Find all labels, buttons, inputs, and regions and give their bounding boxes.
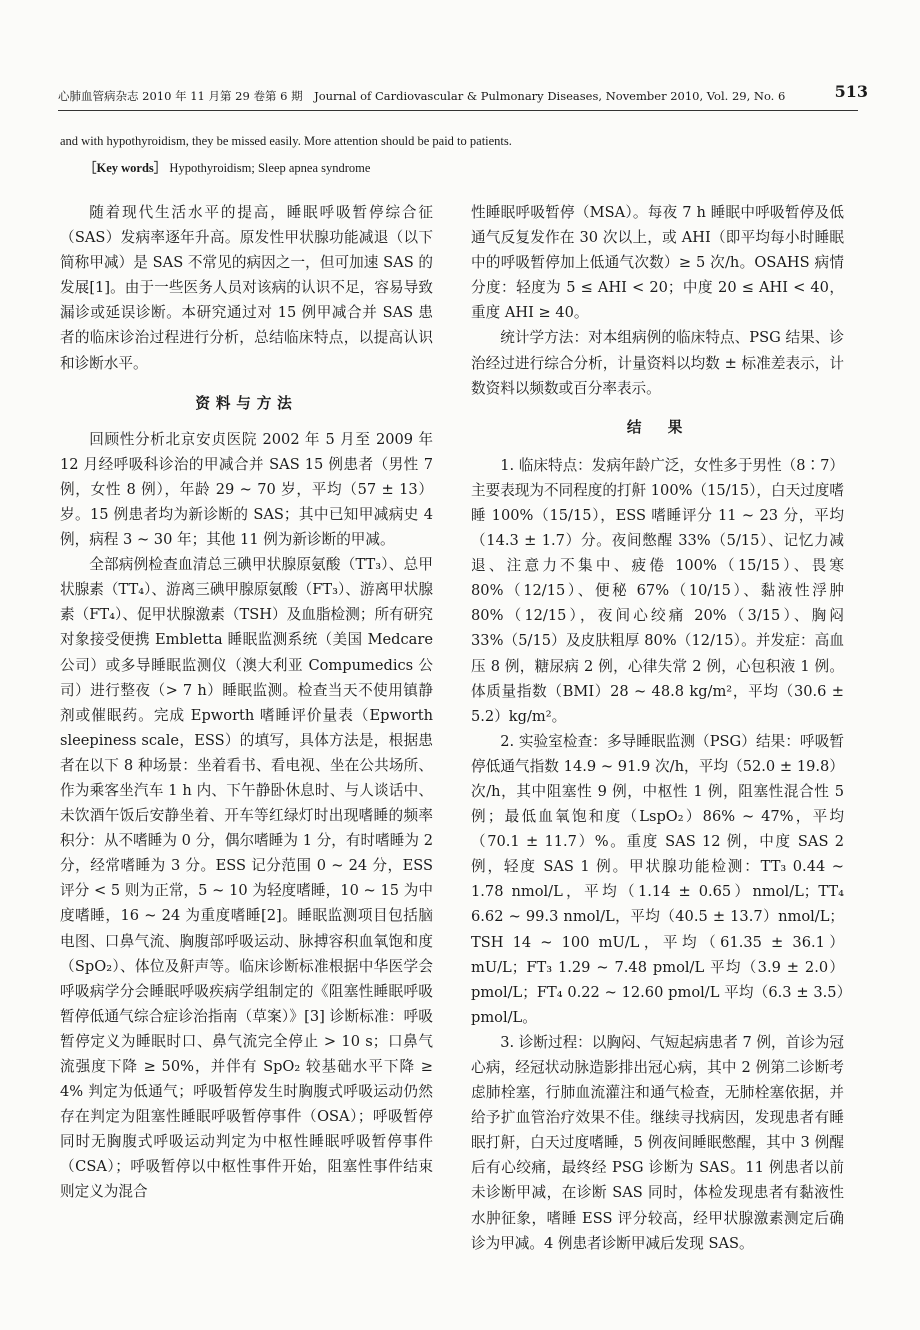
keywords-label: ［Key words］ [84, 161, 167, 175]
results-paragraph-1: 1. 临床特点：发病年龄广泛，女性多于男性（8∶7）主要表现为不同程度的打鼾 100%（15/15），白天过度嗜睡 100%（15/15），ESS 嗜睡评分 11 ~ 23 分，平均（14.3 ± 1.7）分。夜间憋醒 33%（5/15）、记忆力减退、注意力不集中、疲倦 100%（15/15）、畏寒 80%（12/15）、便秘 67%（10/15）、黏液性浮肿 80%（12/15），夜间心绞痛 20%（3/15）、胸闷 33%（5/15）及皮肤粗厚 80%（12/15）。并发症：高血压 8 例，糖尿病 2 例，心律失常 2 例，心包积液 1 例。体质量指数（BMI）28 ~ 48.8 kg/m²，平均（30.6 ± 5.2）kg/m²。 [471, 456, 844, 725]
results-paragraph-2: 2. 实验室检查：多导睡眠监测（PSG）结果：呼吸暂停低通气指数 14.9 ~ 91.9 次/h，平均（52.0 ± 19.8）次/h，其中阻塞性 9 例，中枢性 1 例，阻塞性混合性 5 例；最低血氧饱和度（LspO₂）86% ~ 47%，平均（70.1 ± 11.7）%。重度 SAS 12 例，中度 SAS 2 例，轻度 SAS 1 例。甲状腺功能检测：TT₃ 0.44 ~ 1.78 nmol/L，平均（1.14 ± 0.65）nmol/L；TT₄ 6.62 ~ 99.3 nmol/L，平均（40.5 ± 13.7）nmol/L；TSH 14 ~ 100 mU/L，平均（61.35 ± 36.1）mU/L；FT₃ 1.29 ~ 7.48 pmol/L 平均（3.9 ± 2.0）pmol/L；FT₄ 0.22 ~ 12.60 pmol/L 平均（6.3 ± 3.5）pmol/L。 [471, 732, 844, 1026]
running-header [58, 82, 868, 104]
left-column [60, 200, 433, 1205]
intro-paragraph: 随着现代生活水平的提高，睡眠呼吸暂停综合征（SAS）发病率逐年升高。原发性甲状腺功能减退（以下简称甲减）是 SAS 不常见的病因之一，但可加速 SAS 的发展[1]。由于一些医务人员对该病的认识不足，容易导致漏诊或延误诊断。本研究通过对 15 例甲减合并 SAS 患者的临床诊治过程进行分析，总结临床特点，以提高认识和诊断水平。 [60, 204, 433, 372]
methods-heading: 资料与方法 [195, 394, 298, 412]
results-paragraph-3: 3. 诊断过程：以胸闷、气短起病患者 7 例，首诊为冠心病，经冠状动脉造影排出冠心病，其中 2 例第二诊断考虑肺栓塞，行肺血流灌注和通气检查，无肺栓塞依据，并给予扩血管治疗效果不佳。继续寻找病因，发现患者有睡眠打鼾，白天过度嗜睡，5 例夜间睡眠憋醒，其中 3 例醒后有心绞痛，最终经 PSG 诊断为 SAS。11 例患者以前未诊断甲减，在诊断 SAS 同时，体检发现患者有黏液性水肿征象，嗜睡 ESS 评分较高，经甲状腺激素测定后确诊为甲减。4 例患者诊断甲减后发现 SAS。 [471, 1033, 844, 1252]
keywords [84, 158, 854, 176]
methods-paragraph-2: 全部病例检查血清总三碘甲状腺原氨酸（TT₃）、总甲状腺素（TT₄）、游离三碘甲腺原氨酸（FT₃）、游离甲状腺素（FT₄）、促甲状腺激素（TSH）及血脂检测；所有研究对象接受便携 Embletta 睡眠监测系统（美国 Medcare 公司）或多导睡眠监测仪（澳大利亚 Compumedics 公司）进行整夜（> 7 h）睡眠监测。检查当天不使用镇静剂或催眠药。完成 Epworth 嗜睡评价量表（Epworth sleepiness scale，ESS）的填写，具体方法是，根据患者在以下 8 种场景：坐着看书、看电视、坐在公共场所、作为乘客坐汽车 1 h 内、下午静卧休息时、与人谈话中、未饮酒午饭后安静坐着、开车等红绿灯时出现嗜睡的频率积分：从不嗜睡为 0 分，偶尔嗜睡为 1 分，有时嗜睡为 2 分，经常嗜睡为 3 分。ESS 记分范围 0 ~ 24 分，ESS 评分 < 5 则为正常，5 ~ 10 为轻度嗜睡，10 ~ 15 为中度嗜睡，16 ~ 24 为重度嗜睡[2]。睡眠监测项目包括脑电图、口鼻气流、胸腹部呼吸运动、脉搏容积血氧饱和度（SpO₂）、体位及鼾声等。临床诊断标准根据中华医学会呼吸病学分会睡眠呼吸疾病学组制定的《阻塞性睡眠呼吸暂停低通气综合症诊治指南（草案）》[3] 诊断标准：呼吸暂停定义为睡眠时口、鼻气流完全停止 > 10 s；口鼻气流强度下降 ≥ 50%，并伴有 SpO₂ 较基础水平下降 ≥ 4% 判定为低通气；呼吸暂停发生时胸腹式呼吸运动仍然存在判定为阻塞性睡眠呼吸暂停事件（OSA）；呼吸暂停同时无胸腹式呼吸运动判定为中枢性睡眠呼吸暂停事件（CSA）；呼吸暂停以中枢性事件开始，阻塞性事件结束则定义为混合 [60, 556, 434, 1201]
page-number: 513 [834, 82, 868, 101]
methods-paragraph-1: 回顾性分析北京安贞医院 2002 年 5 月至 2009 年 12 月经呼吸科诊治的甲减合并 SAS 15 例患者（男性 7 例，女性 8 例），年龄 29 ~ 70 岁，平均（57 ± 13）岁。15 例患者均为新诊断的 SAS；其中已知甲减病史 4 例，病程 3 ~ 30 年；其他 11 例为新诊断的甲减。 [60, 430, 433, 549]
methods-continuation: 性睡眠呼吸暂停（MSA）。每夜 7 h 睡眠中呼吸暂停及低通气反复发作在 30 次以上，或 AHI（即平均每小时睡眠中的呼吸暂停加上低通气次数）≥ 5 次/h。OSAHS 病情分度：轻度为 5 ≤ AHI < 20；中度 20 ≤ AHI < 40，重度 AHI ≥ 40。 [471, 204, 844, 322]
right-column [471, 200, 844, 1256]
results-heading: 结 果 [626, 418, 689, 436]
keywords-text: Hypothyroidism; Sleep apnea syndrome [169, 161, 371, 175]
journal-line: 心肺血管病杂志 2010 年 11 月第 29 卷第 6 期 Journal of Cardiovascular & Pulmonary Diseases, November 2010, Vol. 29, No. 6 [58, 89, 786, 103]
abstract-end: and with hypothyroidism, they be missed easily. More attention should be paid to patients. [60, 134, 512, 148]
header-rule [58, 110, 858, 111]
statistics-paragraph: 统计学方法：对本组病例的临床特点、PSG 结果、诊治经过进行综合分析，计量资料以均数 ± 标准差表示，计数资料以频数或百分率表示。 [471, 329, 844, 397]
